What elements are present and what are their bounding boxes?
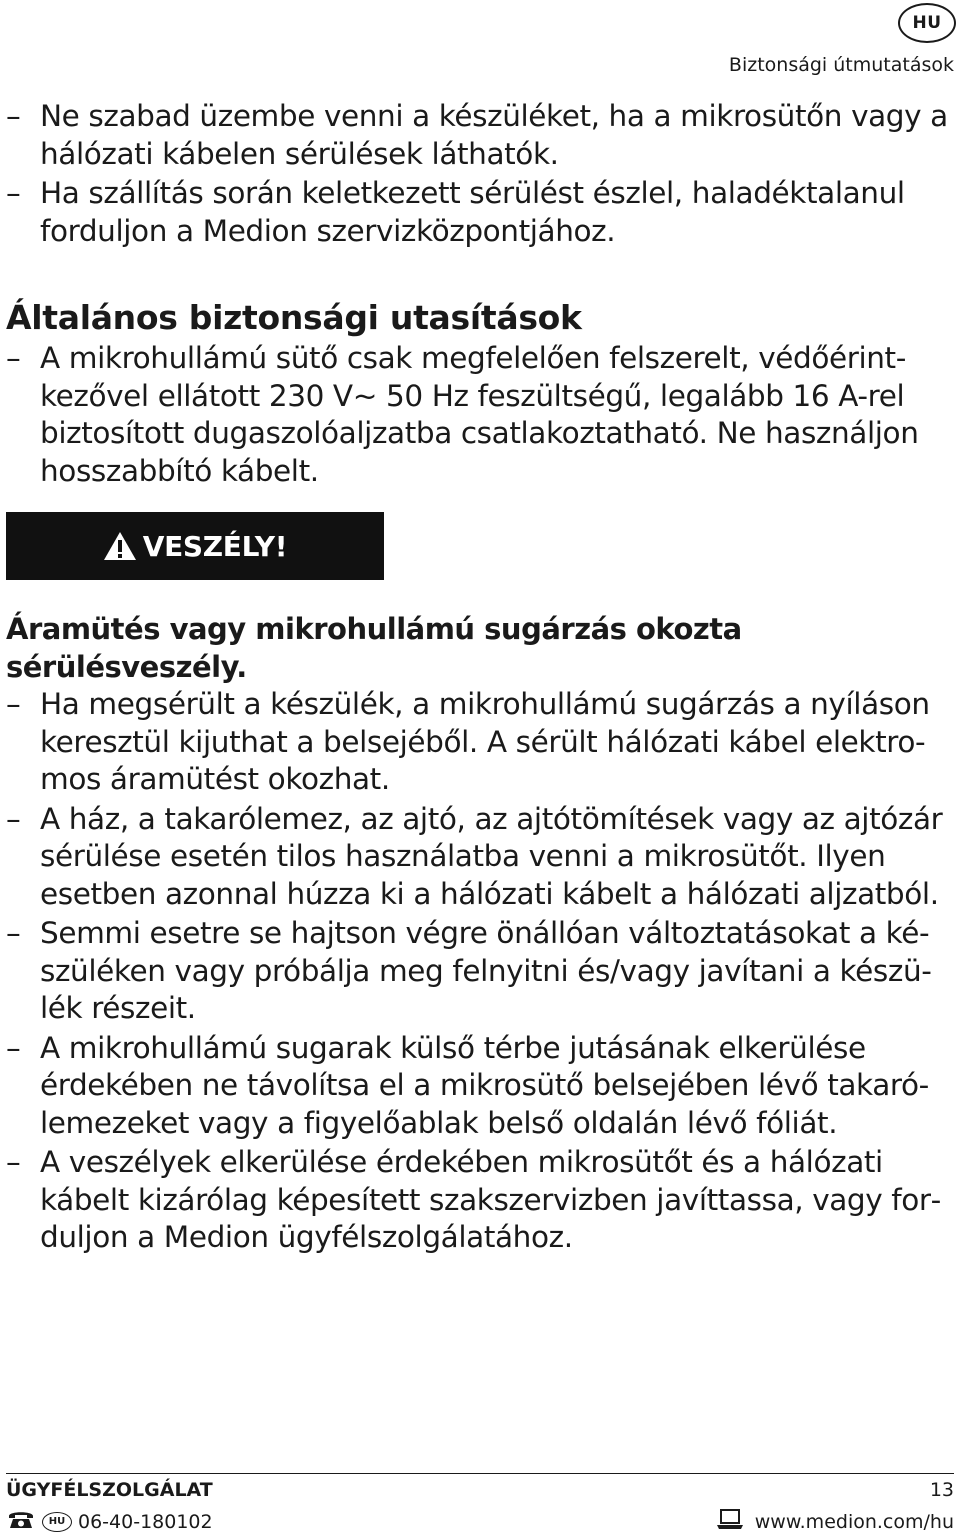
- section-list: [6, 340, 954, 490]
- list-item: [6, 98, 954, 173]
- danger-label: VESZÉLY!: [142, 529, 288, 563]
- list-item-text: Ha szállítás során keletkezett sérülést észlel, haladéktalanul forduljon a Medion szervizközpontjához.: [40, 176, 905, 248]
- list-item-text: A veszélyek elkerülése érdekében mikrosütőt és a hálózati kábelt kizárólag képesített szakszervizben javíttassa, vagy forduljon a Medion ügyfélszolgálatához.: [40, 1145, 942, 1254]
- danger-banner: [6, 512, 384, 580]
- list-item: [6, 175, 954, 250]
- page-content: [6, 98, 954, 1259]
- section-title: Általános biztonsági utasítások: [6, 298, 582, 337]
- danger-list: [6, 686, 954, 1257]
- service-label: ÜGYFÉLSZOLGÁLAT: [6, 1479, 213, 1501]
- running-head: Biztonsági útmutatások: [728, 54, 954, 76]
- intro-list: [6, 98, 954, 250]
- dash-bullet: –: [6, 176, 21, 210]
- list-item-text: Semmi esetre se hajtson végre önállóan változtatásokat a készüléken vagy próbálja meg felnyitni és/vagy javítani a készülék részeit.: [40, 916, 932, 1025]
- dash-bullet: –: [6, 99, 21, 133]
- dash-bullet: –: [6, 801, 21, 836]
- list-item-text: A ház, a takarólemez, az ajtó, az ajtótömítések vagy az ajtózár sérülése esetén tilos használatba venni a mikrosütőt. Ilyen esetben azonnal húzza ki a hálózati kábelt a hálózati aljzatból.: [40, 801, 943, 911]
- web-contact: [715, 1508, 954, 1535]
- list-item-text: Ne szabad üzembe venni a készüléket, ha a mikrosütőn vagy a hálózati kábelen sérülések láthatók.: [40, 99, 948, 171]
- list-item: [6, 340, 954, 490]
- list-item: [6, 1144, 954, 1257]
- list-item: [6, 686, 954, 799]
- dash-bullet: –: [6, 1145, 21, 1179]
- dash-bullet: –: [6, 341, 21, 375]
- phone-contact: [6, 1508, 213, 1535]
- dash-bullet: –: [6, 1030, 21, 1065]
- phone-country-badge: HU: [42, 1512, 72, 1532]
- list-item: [6, 915, 954, 1028]
- country-badge: HU: [898, 3, 956, 43]
- list-item: [6, 1030, 954, 1143]
- dash-bullet: –: [6, 916, 21, 950]
- telephone-icon: [6, 1508, 36, 1535]
- warning-triangle-icon: [103, 531, 137, 561]
- footer-divider: [6, 1473, 954, 1474]
- list-item-text: Ha megsérült a készülék, a mikrohullámú sugárzás a nyíláson keresztül kijuthat a belsejéből. A sérült hálózati kábel elektromos áramütést okozhat.: [40, 687, 930, 796]
- phone-number: 06-40-180102: [78, 1510, 213, 1533]
- laptop-icon: [715, 1508, 745, 1535]
- danger-subheading: Áramütés vagy mikrohullámú sugárzás okozta sérülésveszély.: [6, 612, 742, 684]
- list-item: [6, 801, 954, 914]
- dash-bullet: –: [6, 687, 21, 721]
- website-link[interactable]: www.medion.com/hu: [754, 1510, 954, 1533]
- list-item-text: A mikrohullámú sugarak külső térbe jutásának elkerülése érdekében ne távolítsa el a mikrosütő belsejében lévő takarólemezeket vagy a figyelőablak belső oldalán lévő fóliát.: [40, 1030, 930, 1140]
- list-item-text: A mikrohullámú sütő csak megfelelően felszerelt, védőérintkezővel ellátott 230 V~ 50 Hz feszültségű, legalább 16 A-rel biztosított dugaszolóaljzatba csatlakoztatható. Ne használjon hosszabbító kábelt.: [40, 341, 919, 488]
- page-number: 13: [929, 1479, 954, 1501]
